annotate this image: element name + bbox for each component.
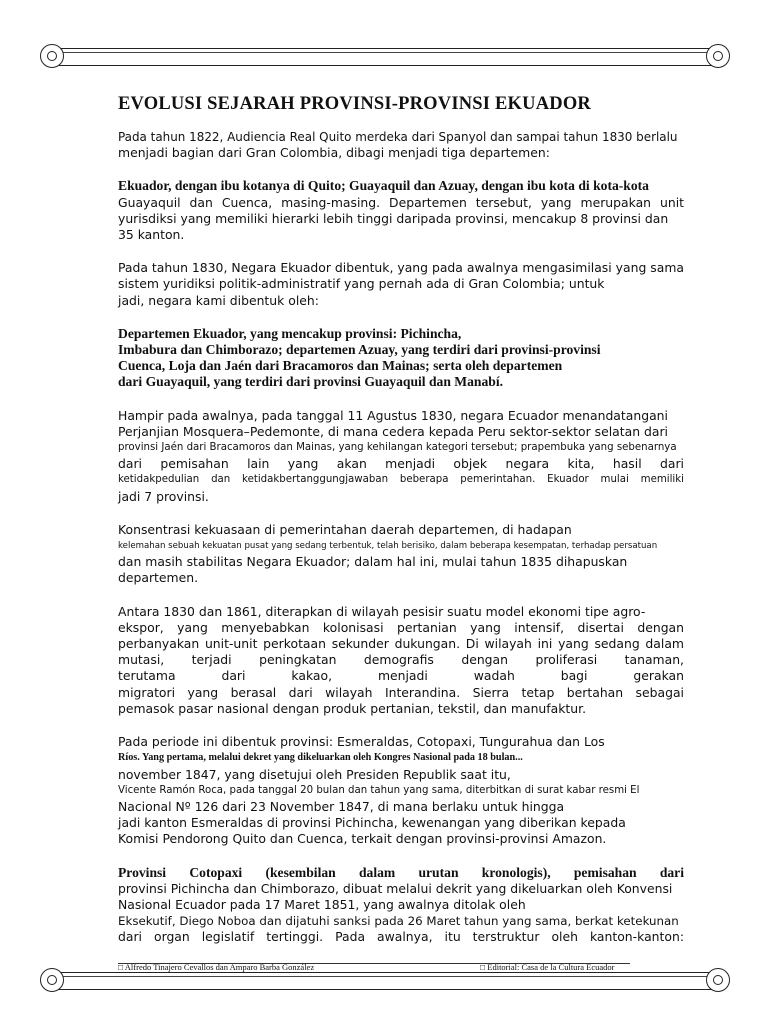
text-line: Departemen Ekuador, yang mencakup provinsi: Pichincha, <box>118 325 462 341</box>
text-line: perbanyakan unit-unit perkotaan sekunder dukungan. Di wilayah ini yang sedang dalam <box>118 636 684 652</box>
text-line: dari pemisahan lain yang akan menjadi objek negara kita, hasil dari <box>118 456 684 472</box>
footer-author: □ Alfredo Tinajero Cevallos dan Amparo Barba González <box>118 962 315 972</box>
text-line: Ríos. Yang pertama, melalui dekret yang dikeluarkan oleh Kongres Nasional pada 18 bulan... <box>118 752 523 764</box>
text-line: Pada tahun 1830, Negara Ekuador dibentuk, yang pada awalnya mengasimilasi yang sama <box>118 260 684 276</box>
text-line: dari Guayaquil, yang terdiri dari provinsi Guayaquil dan Manabí. <box>118 374 503 390</box>
text-line: pemasok pasar nasional dengan produk pertanian, tekstil, dan manufaktur. <box>118 700 587 716</box>
paragraph <box>118 604 684 717</box>
bottom-scroll-banner <box>40 968 730 994</box>
text-line: dan masih stabilitas Negara Ekuador; dalam hal ini, mulai tahun 1835 dihapuskan <box>118 554 628 570</box>
text-line: Konsentrasi kekuasaan di pemerintahan daerah departemen, di hadapan <box>118 521 572 537</box>
text-line: provinsi Pichincha dan Chimborazo, dibuat melalui dekrit yang dikeluarkan oleh Konvensi <box>118 880 673 896</box>
text-line: menjadi bagian dari Gran Colombia, dibagi menjadi tiga departemen: <box>118 145 550 161</box>
text-line: Provinsi Cotopaxi (kesembilan dalam urutan kronologis), pemisahan dari <box>118 864 684 880</box>
scroll-curl-right <box>706 44 730 68</box>
text-line: dari organ legislatif tertinggi. Pada awalnya, itu terstruktur oleh kanton-kanton: <box>118 929 684 945</box>
text-line: Ekuador, dengan ibu kotanya di Quito; Guayaquil dan Azuay, dengan ibu kota di kota-kota <box>118 178 649 194</box>
scroll-curl-left <box>40 968 64 992</box>
text-line: mutasi, terjadi peningkatan demografis dengan proliferasi tanaman, <box>118 652 684 668</box>
text-line: terutama dari kakao, menjadi wadah bagi gerakan <box>118 668 684 684</box>
text-line: Pada periode ini dibentuk provinsi: Esmeraldas, Cotopaxi, Tungurahua dan Los <box>118 734 605 750</box>
text-line: provinsi Jaén dari Bracamoros dan Mainas, yang kehilangan kategori tersebut; prapembuka yang sebenarnya <box>118 442 677 454</box>
text-line: Antara 1830 dan 1861, diterapkan di wilayah pesisir suatu model ekonomi tipe agro- <box>118 603 646 619</box>
text-line: 35 kanton. <box>118 227 185 243</box>
text-line: migratori yang berasal dari wilayah Interandina. Sierra tetap bertahan sebagai <box>118 684 684 700</box>
text-line: Komisi Pendorong Quito dan Cuenca, terkait dengan provinsi-provinsi Amazon. <box>118 831 607 847</box>
text-line: Guayaquil dan Cuenca, masing-masing. Departemen tersebut, yang merupakan unit <box>118 194 684 210</box>
scroll-curl-right <box>706 968 730 992</box>
text-line: Pada tahun 1822, Audiencia Real Quito merdeka dari Spanyol dan sampai tahun 1830 berlalu <box>118 130 678 144</box>
text-line: kelemahan sebuah kekuatan pusat yang sedang terbentuk, telah berisiko, dalam beberapa kesempatan, terhadap persatuan <box>118 541 658 552</box>
scroll-curl-left <box>40 44 64 68</box>
text-line: departemen. <box>118 570 199 586</box>
text-line: Nacional Nº 126 dari 23 November 1847, di mana berlaku untuk hingga <box>118 798 565 814</box>
footer-publisher: □ Editorial: Casa de la Cultura Ecuador <box>480 962 615 972</box>
paragraph <box>118 408 684 505</box>
paragraph <box>118 129 684 161</box>
document-title: EVOLUSI SEJARAH PROVINSI-PROVINSI EKUADOR <box>118 94 591 114</box>
paragraph <box>118 178 684 243</box>
text-line: Hampir pada awalnya, pada tanggal 11 Agustus 1830, negara Ecuador menandatangani <box>118 407 668 423</box>
text-line: ekspor, yang menyebabkan kolonisasi pertanian yang intensif, disertai dengan <box>118 619 684 635</box>
paragraph <box>118 865 684 946</box>
text-line: jadi, negara kami dibentuk oleh: <box>118 292 319 308</box>
paragraph <box>118 260 684 309</box>
text-line: november 1847, yang disetujui oleh Presiden Republik saat itu, <box>118 766 511 782</box>
text-line: jadi 7 provinsi. <box>118 488 209 504</box>
paragraph <box>118 522 684 587</box>
text-line: ketidakpedulian dan ketidakbertanggungjawaban beberapa pemerintahan. Ekuador mulai memiliki <box>118 474 684 486</box>
text-line: Eksekutif, Diego Noboa dan dijatuhi sanksi pada 26 Maret tahun yang sama, berkat ketekunan <box>118 914 679 929</box>
text-line: Imbabura dan Chimborazo; departemen Azuay, yang terdiri dari provinsi-provinsi <box>118 342 601 358</box>
paragraph <box>118 326 684 391</box>
text-line: Cuenca, Loja dan Jaén dari Bracamoros dan Mainas; serta oleh departemen <box>118 358 563 374</box>
top-scroll-banner <box>40 44 730 70</box>
text-line: sistem yuridiksi politik-administratif yang pernah ada di Gran Colombia; untuk <box>118 276 605 292</box>
page-footer <box>118 962 630 972</box>
text-line: Nasional Ecuador pada 17 Maret 1851, yang awalnya ditolak oleh <box>118 896 526 912</box>
document-body <box>118 94 684 963</box>
text-line: Perjanjian Mosquera–Pedemonte, di mana cedera kepada Peru sektor-sektor selatan dari <box>118 423 668 439</box>
paragraph <box>118 734 684 847</box>
text-line: Vicente Ramón Roca, pada tanggal 20 bulan dan tahun yang sama, diterbitkan di surat kabar resmi El <box>118 784 640 796</box>
text-line: yurisdiksi yang memiliki hierarki lebih tinggi daripada provinsi, mencakup 8 provinsi dan <box>118 210 669 226</box>
paragraphs <box>118 129 684 946</box>
text-line: jadi kanton Esmeraldas di provinsi Pichincha, kewenangan yang diberikan kepada <box>118 815 626 831</box>
